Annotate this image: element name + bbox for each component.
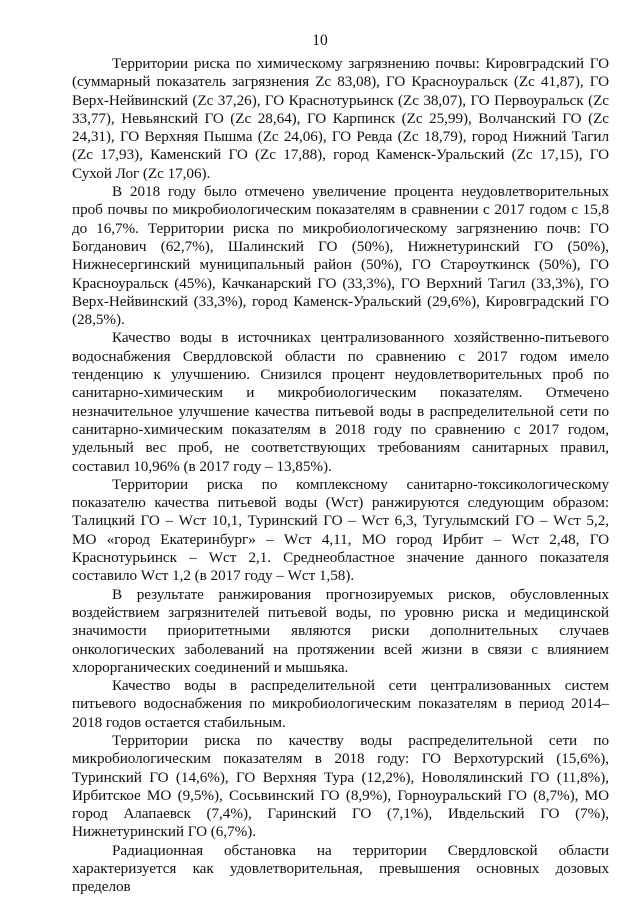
paragraph-distribution-network-risk: Территории риска по качеству воды распределительной сети по микробиологическим показателям в 2018 году: ГО Верхотурский (15,6%), Туринский ГО (14,6%), ГО Верхняя Тура (12,2%), Новолялинский ГО (11,8%), Ирбитское МО (9,5%), Сосьвинский ГО (8,9%), Горноуральский ГО (8,7%), МО город Алапаевск (7,4%), Гаринский ГО (7,1%), Ивдельский ГО (7%), Нижнетуринский ГО (6,7%). [72,731,609,841]
paragraph-soil-chemical-risk: Территории риска по химическому загрязнению почвы: Кировградский ГО (суммарный показатель загрязнения Zc 83,08), ГО Красноуральск (Zc 41,87), ГО Верх-Нейвинский (Zc 37,26), ГО Краснотурьинск (Zc 38,07), ГО Первоуральск (Zc 33,77), Невьянский ГО (Zc 28,64), ГО Карпинск (Zc 25,99), Волчанский ГО (Zc 24,31), ГО Верхняя Пышма (Zc 24,06), ГО Ревда (Zc 18,79), город Нижний Тагил (Zc 17,93), Каменский ГО (Zc 17,88), город Каменск-Уральский (Zc 17,15), ГО Сухой Лог (Zc 17,06). [72,55,609,182]
paragraph-soil-microbiological-risk: В 2018 году было отмечено увеличение процента неудовлетворительных проб почвы по микробиологическим показателям в сравнении с 2017 годом с 15,8 до 16,7%. Территории риска по микробиологическому загрязнению почв: ГО Богданович (62,7%), Шалинский ГО (50%), Нижнетуринский ГО (50%), Нижнесергинский муниципальный район (50%), ГО Староуткинск (50%), ГО Красноуральск (45%), Качканарский ГО (33,3%), ГО Верхний Тагил (33,3%), ГО Верх-Нейвинский (33,3%), город Каменск-Уральский (29,6%), Кировградский ГО (28,5%). [72,183,609,329]
paragraph-water-source-quality: Качество воды в источниках централизованного хозяйственно-питьевого водоснабжения Свердловской области по сравнению с 2017 годом имело тенденцию к улучшению. Снизился процент неудовлетворительных проб по санитарно-химическим и микробиологическим показателям. Отмечено незначительное улучшение качества питьевой воды в распределительной сети по санитарно-химическим показателям в 2018 году по сравнению с 2017 годом, удельный вес проб, не соответствующих требованиям санитарных правил, составил 10,96% (в 2017 году – 13,85%). [72,329,609,475]
document-body [72,55,609,897]
paragraph-risk-ranking: В результате ранжирования прогнозируемых рисков, обусловленных воздействием загрязнителей питьевой воды, по уровню риска и медицинской значимости приоритетными являются риски дополнительных случаев онкологических заболеваний на протяжении всей жизни в связи с влиянием хлорорганических соединений и мышьяка. [72,585,609,676]
page-number: 10 [312,32,328,49]
paragraph-distribution-network-stability: Качество воды в распределительной сети централизованных систем питьевого водоснабжения по микробиологическим показателям в период 2014–2018 годов остается стабильным. [72,677,609,731]
paragraph-radiation-situation: Радиационная обстановка на территории Свердловской области характеризуется как удовлетворительная, превышения основных дозовых пределов [72,841,609,896]
paragraph-water-toxicological-risk: Территории риска по комплексному санитарно-токсикологическому показателю качества питьевой воды (Wст) ранжируются следующим образом: Талицкий ГО – Wст 10,1, Туринский ГО – Wст 6,3, Тугулымский ГО – Wст 5,2, МО «город Екатеринбург» – Wст 4,11, МО город Ирбит – Wст 2,48, ГО Краснотурьинск – Wст 2,1. Среднеобластное значение данного показателя составило Wст 1,2 (в 2017 году – Wст 1,58). [72,475,609,585]
